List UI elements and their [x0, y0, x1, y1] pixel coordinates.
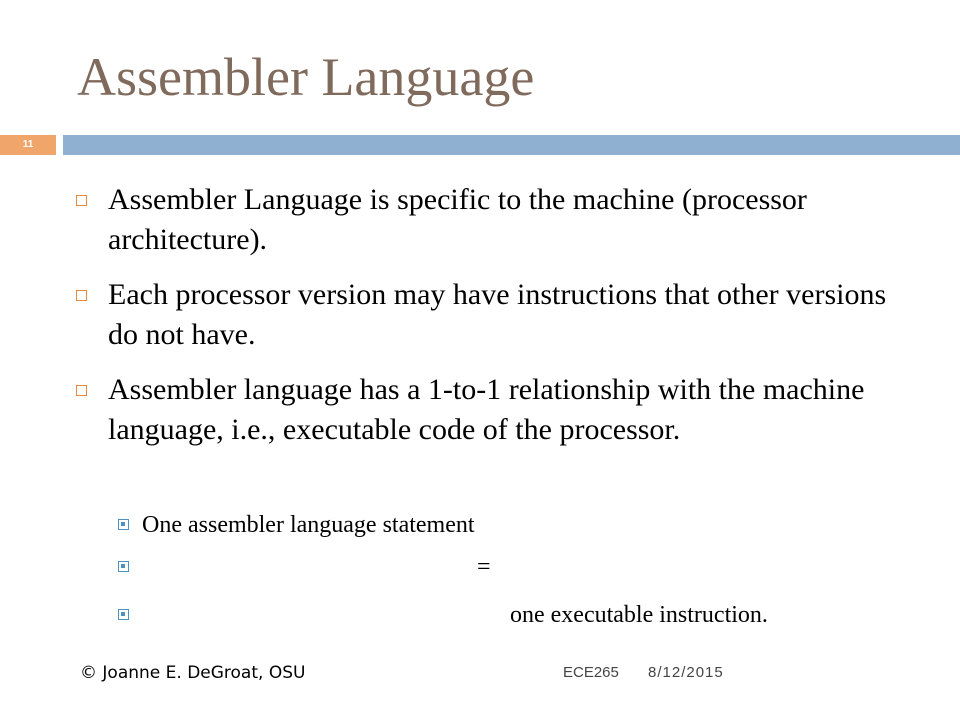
sub-bullet-text: =	[477, 554, 491, 580]
sub-bullet-icon	[118, 609, 129, 620]
header-bar	[63, 135, 960, 155]
footer-course: ECE265	[563, 664, 619, 681]
bullet-text: Each processor version may have instructions that other versions do not have.	[108, 278, 887, 351]
sub-bullet-icon	[118, 561, 129, 572]
bullet-text: Assembler Language is specific to the machine (processor architecture).	[108, 183, 807, 256]
sub-bullet-text: one executable instruction.	[510, 602, 768, 628]
slide-number: 11	[0, 135, 56, 155]
sub-bullet-icon	[118, 519, 129, 530]
bullet-text: Assembler language has a 1-to-1 relationship with the machine language, i.e., executable code of the processor.	[108, 373, 865, 446]
footer-author: © Joanne E. DeGroat, OSU	[80, 663, 306, 683]
sub-bullet-text: One assembler language statement	[142, 512, 475, 538]
slide-title: Assembler Language	[77, 47, 535, 107]
square-bullet-icon	[76, 385, 87, 396]
square-bullet-icon	[76, 195, 87, 206]
footer-date: 8/12/2015	[648, 664, 724, 681]
square-bullet-icon	[76, 290, 87, 301]
